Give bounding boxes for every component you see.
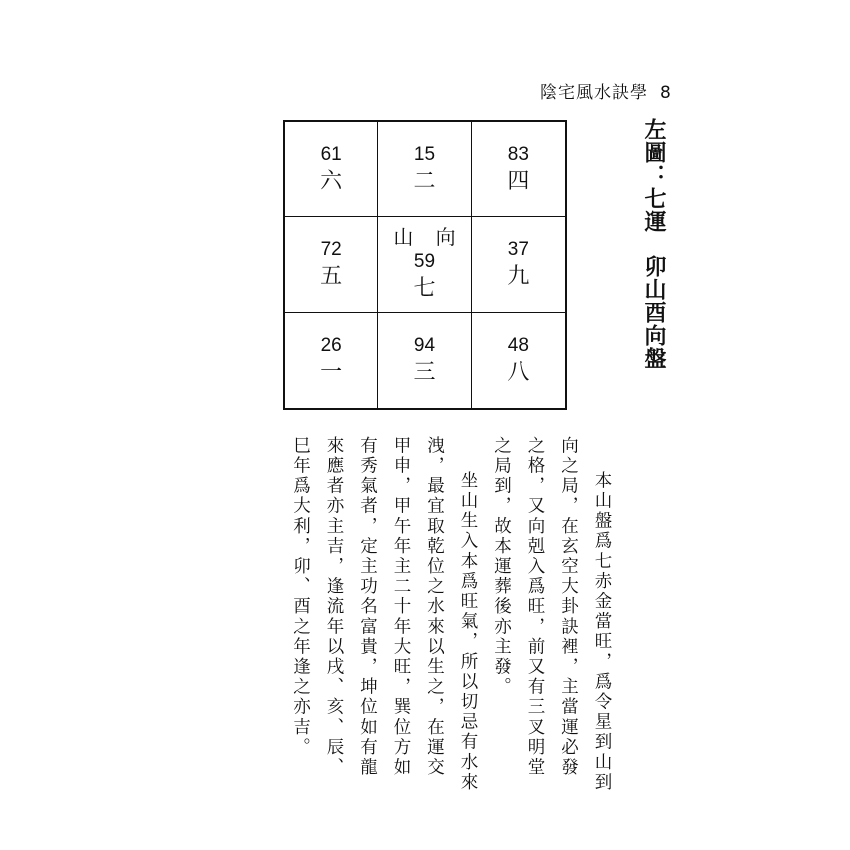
flying-star-chart <box>283 120 567 410</box>
cell-star: 七 <box>413 276 436 302</box>
page-number: 8 <box>660 83 672 103</box>
caption-prefix: 左圖：七運 <box>641 118 666 233</box>
paragraph: 坐山生入本爲旺氣，所以切忌有水來洩，最宜取乾位之水來以生之，在運交甲申，甲午年主二十年大旺，巽位方如有秀氣者，定主功名富貴，坤位如有龍來應者亦主吉，逢流年以戌、亥、辰、巳年爲大利，卯、酉之年逢之亦吉。 <box>290 436 478 793</box>
cell-numbers: 94 <box>413 335 436 357</box>
cell-star: 二 <box>413 169 436 195</box>
cell-star: 三 <box>413 360 436 386</box>
cell-star: 四 <box>507 169 530 195</box>
running-header <box>540 78 680 103</box>
cell-star: 一 <box>320 360 343 386</box>
cell-numbers: 15 <box>413 144 436 166</box>
chart-cell <box>285 217 378 312</box>
cell-numbers: 59 <box>413 251 436 273</box>
cell-star: 六 <box>320 169 343 195</box>
mountain-facing-label: 山 向 <box>393 225 464 250</box>
cell-star: 八 <box>507 360 530 386</box>
chart-caption <box>639 118 667 370</box>
chart-cell <box>472 217 565 312</box>
cell-star: 九 <box>507 264 530 290</box>
cell-numbers: 83 <box>507 144 529 166</box>
body-text <box>283 436 618 796</box>
cell-numbers: 72 <box>320 239 342 261</box>
cell-numbers: 61 <box>320 144 342 166</box>
chart-cell <box>378 122 471 217</box>
chart-center-cell <box>378 217 471 312</box>
paragraph: 本山盤爲七赤金當旺，爲令星到山到向之局，在玄空大卦訣裡，主當運必發之格，又向剋入爲旺，前又有三叉明堂之局到，故本運葬後亦主發。 <box>491 436 612 793</box>
chart-cell <box>472 122 565 217</box>
cell-numbers: 26 <box>320 335 342 357</box>
book-title: 陰宅風水訣學 <box>540 83 648 103</box>
cell-star: 五 <box>320 264 343 290</box>
caption-subject: 卯山酉向盤 <box>641 255 666 370</box>
cell-numbers: 37 <box>507 239 529 261</box>
chart-cell <box>285 122 378 217</box>
cell-numbers: 48 <box>507 335 529 357</box>
chart-cell <box>285 313 378 408</box>
chart-cell <box>472 313 565 408</box>
chart-cell <box>378 313 471 408</box>
